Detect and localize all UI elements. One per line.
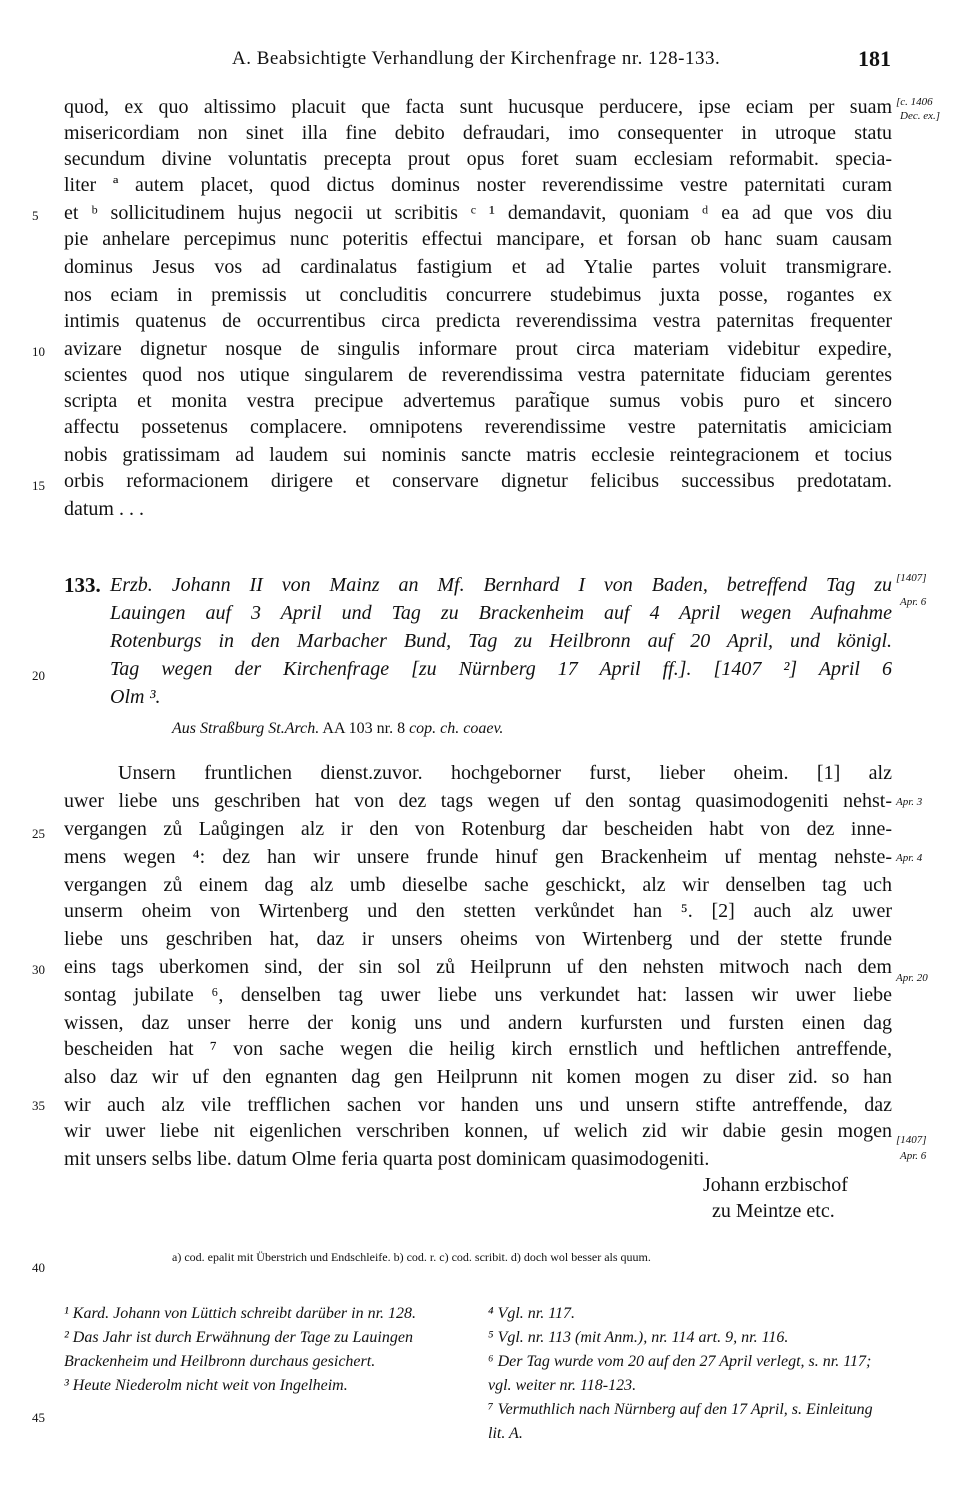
source-note [172, 720, 503, 738]
line-number: 10 [32, 344, 45, 359]
critical-apparatus: a) cod. epalit mit Überstrich und Endschleife. b) cod. r. c) cod. scribit. d) doch wol besser als quum. [172, 1250, 651, 1264]
heading-line: Lauingen auf 3 April und Tag zu Brackenheim auf 4 April wegen Aufnahme [110, 602, 892, 624]
text-line: intimis quatenus de occurrentibus circa predicta reverendissima vestra paternitas frequenter [64, 310, 892, 332]
header-title: A. Beabsichtigte Verhandlung der Kirchenfrage nr. 128-133. [232, 48, 721, 69]
margin-date: Apr. 20 [896, 972, 928, 984]
margin-date: Apr. 3 [896, 796, 923, 808]
signature-line: Johann erzbischof [703, 1174, 848, 1196]
text-line: wir uwer liebe nit eigenlichen verschriben konnen, uf welich zid wir dabie gesin mogen [64, 1120, 892, 1142]
text-line: dominus Jesus vos ad cardinalatus fastigium et ad Ytalie partes voluit transmigrare. [64, 256, 892, 278]
text-line: sontag jubilate ⁶, denselben tag uwer liebe uns verkundet hat: lassen wir uwer liebe [64, 984, 892, 1006]
text-line: bescheiden hat ⁷ von sache wegen die heilig kirch ernstlich und heftlichen antreffende, [64, 1038, 892, 1060]
text-line: scientes quod nos utique singularem de reverendissima vestra paternitate fiduciam gerentes [64, 364, 892, 386]
footnote: ⁷ Vermuthlich nach Nürnberg auf den 17 April, s. Einleitung lit. A. [488, 1401, 873, 1442]
text-line: scripta et monita vestra precipue advertemus parat̃ique sumus vobis puro et sincero [64, 390, 892, 412]
heading-line: Tag wegen der Kirchenfrage [zu Nürnberg 17 April ff.]. [1407 ²] April 6 [110, 658, 892, 680]
line-number: 15 [32, 478, 45, 493]
document-number: 133. [64, 573, 101, 597]
text-line: avizare dignetur nosque de singulis informare prout circa materiam videbitur expedire, [64, 338, 892, 360]
signature-line: zu Meintze etc. [712, 1200, 835, 1222]
line-number: 45 [32, 1410, 45, 1425]
footnote: ⁴ Vgl. nr. 117. [488, 1305, 576, 1322]
line-number: 5 [32, 208, 39, 223]
margin-date: [c. 1406 [896, 96, 933, 108]
footnote: ⁶ Der Tag wurde vom 20 auf den 27 April verlegt, s. nr. 117; vgl. weiter nr. 118-123. [488, 1353, 872, 1394]
margin-date: [1407] [896, 1134, 927, 1146]
source-suffix: cop. ch. coaev. [409, 720, 504, 737]
line-number: 25 [32, 826, 45, 841]
line-number: 30 [32, 962, 45, 977]
text-line: wissen, daz unser herre der konig uns und andern kurfursten und fursten einen dag [64, 1012, 892, 1034]
page-number: 181 [858, 46, 891, 71]
text-line: uwer liebe uns geschriben hat von dez tags wegen uf den sontag quasimodogeniti nehst- [64, 790, 892, 812]
text-line: misericordiam non sinet illa fine debito defraudari, imo consequenter in utroque statu [64, 122, 892, 144]
text-line: wir auch alz vile trefflichen sachen vor handen uns und unsern stifte antreffende, daz [64, 1094, 892, 1116]
running-header [0, 46, 960, 76]
footnote: ³ Heute Niederolm nicht weit von Ingelheim. [64, 1377, 348, 1394]
margin-date: Apr. 4 [896, 852, 923, 864]
heading-line: Olm ³. [110, 686, 161, 708]
line-number: 20 [32, 668, 45, 683]
text-line: liebe uns geschriben hat, daz ir unsers oheims von Wirtenberg und der stette frunde [64, 928, 892, 950]
text-line: mit unsers selbs libe. datum Olme feria quarta post dominicam quasimodogeniti. [64, 1148, 710, 1170]
footnote: ¹ Kard. Johann von Lüttich schreibt darüber in nr. 128. [64, 1305, 417, 1322]
line-number: 40 [32, 1260, 45, 1275]
text-line: also daz wir uf den egnanten dag gen Heilprunn nit komen mogen zu diser zid. so han [64, 1066, 892, 1088]
heading-line: Rotenburgs in den Marbacher Bund, Tag zu Heilbronn auf 20 April, und königl. [110, 630, 892, 652]
text-line: quod, ex quo altissimo placuit que facta sunt hucusque perducere, ipse eciam per suam [64, 96, 892, 118]
footnotes-left [64, 1302, 472, 1398]
text-line: vergangen zů Laůgingen alz ir den von Rotenburg dar bescheiden habt von dez inne- [64, 818, 892, 840]
text-line: vergangen zů einem dag alz umb dieselbe sache geschickt, alz wir denselben tag uch [64, 874, 892, 896]
text-line: datum . . . [64, 498, 144, 520]
line-number: 35 [32, 1098, 45, 1113]
source-prefix: Aus Straßburg St.Arch. [172, 720, 320, 737]
text-line: Unsern fruntlichen dienst.zuvor. hochgeborner furst, lieber oheim. [1] alz [118, 762, 892, 784]
margin-date: Apr. 6 [900, 1150, 927, 1162]
text-line: affectu possetenus complacere. omnipotens reverendissime vestre paternitatis amiciciam [64, 416, 892, 438]
text-line: orbis reformacionem dirigere et conservare dignetur felicibus successibus predotatam. [64, 470, 892, 492]
text-line: nos eciam in premissis ut concluditis concurrere studebimus juxta posse, rogantes ex [64, 284, 892, 306]
text-line: unserm oheim von Wirtenberg und den stetten verkůndet han ⁵. [2] auch alz uwer [64, 900, 892, 922]
footnote: ² Das Jahr ist durch Erwähnung der Tage zu Lauingen Brackenheim und Heilbronn durchaus gesichert. [64, 1329, 413, 1370]
text-line: eins tags uberkomen sind, der sin sol zů Heilprunn uf den nehsten mitwoch nach dem [64, 956, 892, 978]
heading-line: Erzb. Johann II von Mainz an Mf. Bernhard I von Baden, betreffend Tag zu [110, 574, 892, 596]
text-line: mens wegen ⁴: dez han wir unsere frunde hinuf gen Brackenheim uf mentag nehste- [64, 846, 892, 868]
margin-date: [1407] [896, 572, 927, 584]
text-line: pie anhelare percepimus nunc poteritis effectui mancipare, et forsan ob hanc suam causam [64, 228, 892, 250]
text-line: et ᵇ sollicitudinem hujus negocii ut scribitis ᶜ ¹ demandavit, quoniam ᵈ ea ad que vos diu [64, 202, 892, 224]
text-line: nobis gratissimam ad laudem sui nominis sancte matris ecclesie reintegracionem et tocius [64, 444, 892, 466]
footnotes-right [488, 1302, 893, 1446]
margin-date: Apr. 6 [900, 596, 927, 608]
text-line: secundum divine voluntatis precepta prout opus foret suam ecclesiam reformabit. specia- [64, 148, 892, 170]
text-line: liter ª autem placet, quod dictus dominus noster reverendissime vestre paternitati curam [64, 174, 892, 196]
margin-date: Dec. ex.] [900, 110, 941, 122]
source-ref: AA 103 nr. 8 [322, 720, 406, 737]
footnote: ⁵ Vgl. nr. 113 (mit Anm.), nr. 114 art. 9, nr. 116. [488, 1329, 789, 1346]
